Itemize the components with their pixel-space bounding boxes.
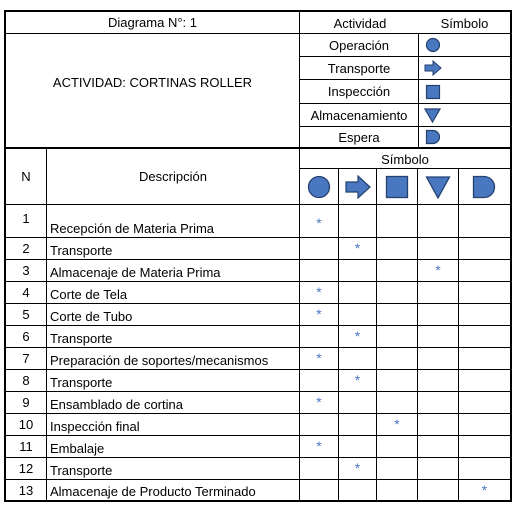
symbol-cell-operacion — [299, 325, 339, 348]
symbol-cell-espera — [458, 391, 512, 414]
symbol-cell-espera — [458, 479, 512, 502]
symbol-cell-almacenamiento — [417, 281, 459, 304]
row-number: 8 — [4, 369, 47, 392]
symbol-cell-inspeccion — [376, 325, 418, 348]
legend-text-operacion: Operación — [329, 37, 389, 53]
col-n-label: N — [21, 169, 31, 184]
symbol-cell-almacenamiento — [417, 369, 459, 392]
row-description: Inspección final — [46, 413, 300, 436]
symbol-cell-almacenamiento — [417, 204, 459, 238]
activity-mark: * — [354, 372, 361, 388]
symbol-cell-inspeccion — [376, 435, 418, 458]
legend-text-transporte: Transporte — [327, 60, 391, 76]
symbol-cell-espera — [458, 413, 512, 436]
row-description: Almacenaje de Materia Prima — [46, 259, 300, 282]
symbol-cell-espera — [458, 457, 512, 480]
symbol-cell-transporte — [338, 325, 377, 348]
symbol-cell-transporte — [338, 391, 377, 414]
row-number: 10 — [4, 413, 47, 436]
col-desc-label: Descripción — [139, 169, 207, 184]
row-number: 11 — [4, 435, 47, 458]
symbol-cell-operacion — [299, 391, 339, 414]
diagram-number-label: Diagrama N°: 1 — [107, 15, 197, 30]
row-number: 6 — [4, 325, 47, 348]
symbol-cell-transporte — [338, 303, 377, 326]
symbol-cell-almacenamiento — [417, 303, 459, 326]
row-number: 13 — [4, 479, 47, 502]
symbol-cell-inspeccion — [376, 413, 418, 436]
activity-mark: * — [354, 240, 361, 256]
actividad-label: Actividad — [333, 16, 387, 31]
row-description: Corte de Tela — [46, 281, 300, 304]
symbol-cell-operacion — [299, 259, 339, 282]
col-symbol-label: Símbolo — [381, 152, 429, 167]
row-number: 3 — [4, 259, 47, 282]
symbol-cell-transporte — [338, 204, 377, 238]
symbol-cell-transporte — [338, 281, 377, 304]
row-description: Corte de Tubo — [46, 303, 300, 326]
symbol-cell-almacenamiento — [417, 435, 459, 458]
symbol-cell-transporte — [338, 457, 377, 480]
legend-text-espera: Espera — [338, 129, 380, 145]
row-description: Transporte — [46, 369, 300, 392]
symbol-cell-almacenamiento — [417, 325, 459, 348]
row-number: 4 — [4, 281, 47, 304]
activity-mark: * — [354, 328, 361, 344]
symbol-cell-operacion — [299, 281, 339, 304]
symbol-cell-espera — [458, 347, 512, 370]
symbol-cell-espera — [458, 325, 512, 348]
symbol-cell-operacion — [299, 204, 339, 238]
row-description: Transporte — [46, 325, 300, 348]
symbol-cell-espera — [458, 435, 512, 458]
row-description: Transporte — [46, 457, 300, 480]
legend-text-almacenamiento: Almacenamiento — [310, 107, 408, 123]
row-description: Ensamblado de cortina — [46, 391, 300, 414]
symbol-cell-operacion — [299, 479, 339, 502]
simbolo-header-label: Símbolo — [440, 16, 489, 31]
activity-mark: * — [316, 350, 322, 366]
symbol-cell-transporte — [338, 479, 377, 502]
symbol-cell-transporte — [338, 237, 377, 260]
activity-title: ACTIVIDAD: CORTINAS ROLLER — [52, 75, 253, 90]
legend-text-inspeccion: Inspección — [327, 84, 391, 99]
symbol-cell-almacenamiento — [417, 479, 459, 502]
symbol-cell-operacion — [299, 303, 339, 326]
symbol-cell-almacenamiento — [417, 413, 459, 436]
row-number: 5 — [4, 303, 47, 326]
symbol-cell-espera — [458, 237, 512, 260]
symbol-cell-almacenamiento — [417, 391, 459, 414]
activity-mark: * — [394, 416, 400, 432]
symbol-cell-espera — [458, 303, 512, 326]
activity-mark: * — [316, 215, 322, 231]
activity-mark: * — [316, 306, 322, 322]
activity-mark: * — [435, 262, 441, 278]
symbol-cell-transporte — [338, 369, 377, 392]
symbol-cell-almacenamiento — [417, 237, 459, 260]
row-description: Almacenaje de Producto Terminado — [46, 479, 300, 502]
symbol-cell-transporte — [338, 259, 377, 282]
symbol-cell-operacion — [299, 457, 339, 480]
symbol-cell-espera — [458, 204, 512, 238]
symbol-cell-inspeccion — [376, 479, 418, 502]
symbol-cell-transporte — [338, 347, 377, 370]
activity-mark: * — [481, 482, 488, 498]
symbol-cell-inspeccion — [376, 303, 418, 326]
symbol-cell-espera — [458, 369, 512, 392]
symbol-cell-inspeccion — [376, 391, 418, 414]
activity-mark: * — [354, 460, 361, 476]
symbol-cell-almacenamiento — [417, 457, 459, 480]
row-description: Transporte — [46, 237, 300, 260]
symbol-cell-transporte — [338, 435, 377, 458]
row-number: 9 — [4, 391, 47, 414]
symbol-cell-inspeccion — [376, 237, 418, 260]
symbol-cell-operacion — [299, 435, 339, 458]
activity-mark: * — [316, 394, 322, 410]
row-description: Preparación de soportes/mecanismos — [46, 347, 300, 370]
symbol-cell-espera — [458, 259, 512, 282]
activity-mark: * — [316, 284, 322, 300]
symbol-cell-espera — [458, 281, 512, 304]
symbol-cell-transporte — [338, 413, 377, 436]
row-number: 7 — [4, 347, 47, 370]
symbol-cell-inspeccion — [376, 347, 418, 370]
symbol-cell-operacion — [299, 369, 339, 392]
symbol-cell-inspeccion — [376, 457, 418, 480]
row-number: 12 — [4, 457, 47, 480]
symbol-cell-inspeccion — [376, 259, 418, 282]
symbol-cell-almacenamiento — [417, 259, 459, 282]
row-description: Recepción de Materia Prima — [46, 204, 300, 238]
activity-mark: * — [316, 438, 322, 454]
row-number: 1 — [4, 204, 47, 238]
symbol-cell-operacion — [299, 413, 339, 436]
symbol-cell-inspeccion — [376, 204, 418, 238]
row-number: 2 — [4, 237, 47, 260]
row-description: Embalaje — [46, 435, 300, 458]
symbol-cell-operacion — [299, 237, 339, 260]
symbol-cell-operacion — [299, 347, 339, 370]
symbol-cell-inspeccion — [376, 369, 418, 392]
symbol-cell-inspeccion — [376, 281, 418, 304]
symbol-cell-almacenamiento — [417, 347, 459, 370]
